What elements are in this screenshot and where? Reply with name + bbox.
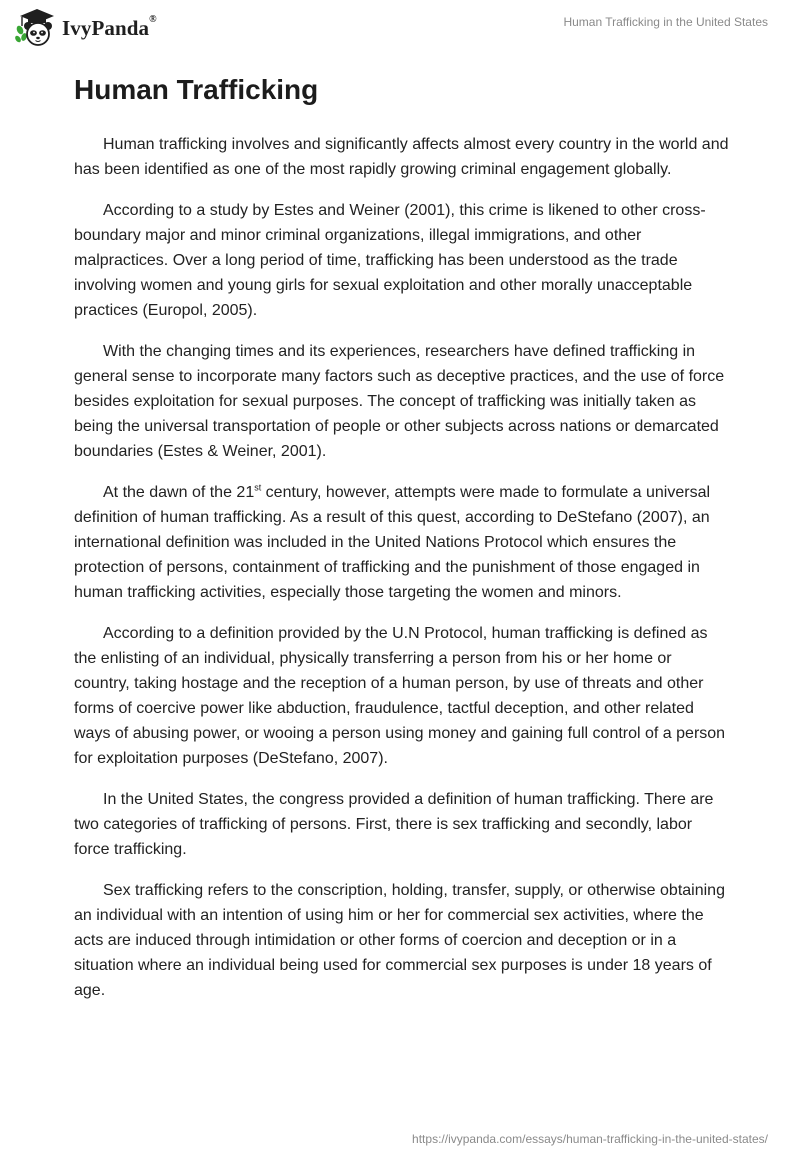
essay-body <box>74 132 730 1019</box>
ordinal-superscript: st <box>254 482 262 493</box>
brand-name <box>62 13 157 41</box>
paragraph: According to a study by Estes and Weiner (2001), this crime is likened to other cross-boundary major and minor criminal organizations, illegal immigrations, and other malpractices. Over a long period of time, trafficking has been understood as the trade involving women and young girls for sexual exploitation and other morally unacceptable practices (Europol, 2005). <box>74 202 706 319</box>
source-url[interactable]: https://ivypanda.com/essays/human-trafficking-in-the-united-states/ <box>412 1132 768 1146</box>
ivypanda-logo[interactable] <box>14 8 157 48</box>
paragraph-text-end: century, however, attempts were made to formulate a universal definition of human trafficking. As a result of this quest, according to DeStefano (2007), an international definition was included in the United Nations Protocol which ensures the protection of persons, containment of trafficking and the punishment of those engaged in human trafficking activities, especially those targeting the women and minors. <box>74 484 711 601</box>
paragraph: According to a definition provided by the U.N Protocol, human trafficking is defined as the enlisting of an individual, physically transferring a person from his or her home or country, taking hostage and the reception of a human person, by use of threats and other forms of coercive power like abduction, fraudulence, tactful deception, and other related ways of abusing power, or wooing a person using money and gaining full control of a person for exploitation purposes (DeStefano, 2007). <box>74 625 726 767</box>
paragraph: Sex trafficking refers to the conscription, holding, transfer, supply, or otherwise obtaining an individual with an intention of using him or her for commercial sex activities, where the acts are induced through intimidation or other forms of coercion and deception or in a situation where an individual being used for commercial sex purposes is under 18 years of age. <box>74 882 725 999</box>
brand-label: IvyPanda <box>62 15 150 40</box>
paragraph: Human trafficking involves and significantly affects almost every country in the world and has been identified as one of the most rapidly growing criminal engagement globally. <box>74 136 729 178</box>
paragraph: With the changing times and its experiences, researchers have defined trafficking in general sense to incorporate many factors such as deceptive practices, and the use of force besides exploitation for sexual purposes. The concept of trafficking was initially taken as being the universal transportation of people or other subjects across nations or demarcated boundaries (Estes & Weiner, 2001). <box>74 343 725 460</box>
page-title: Human Trafficking <box>74 74 319 105</box>
page-header <box>0 0 800 52</box>
paragraph-21st-century <box>74 480 730 605</box>
paragraph: In the United States, the congress provided a definition of human trafficking. There are two categories of trafficking of persons. First, there is sex trafficking and secondly, labor force trafficking. <box>74 791 714 858</box>
paragraph-text-start: At the dawn of the 21 <box>103 484 255 501</box>
panda-graduate-icon <box>14 8 60 48</box>
running-title: Human Trafficking in the United States <box>563 15 768 29</box>
registered-mark: ® <box>149 13 157 25</box>
